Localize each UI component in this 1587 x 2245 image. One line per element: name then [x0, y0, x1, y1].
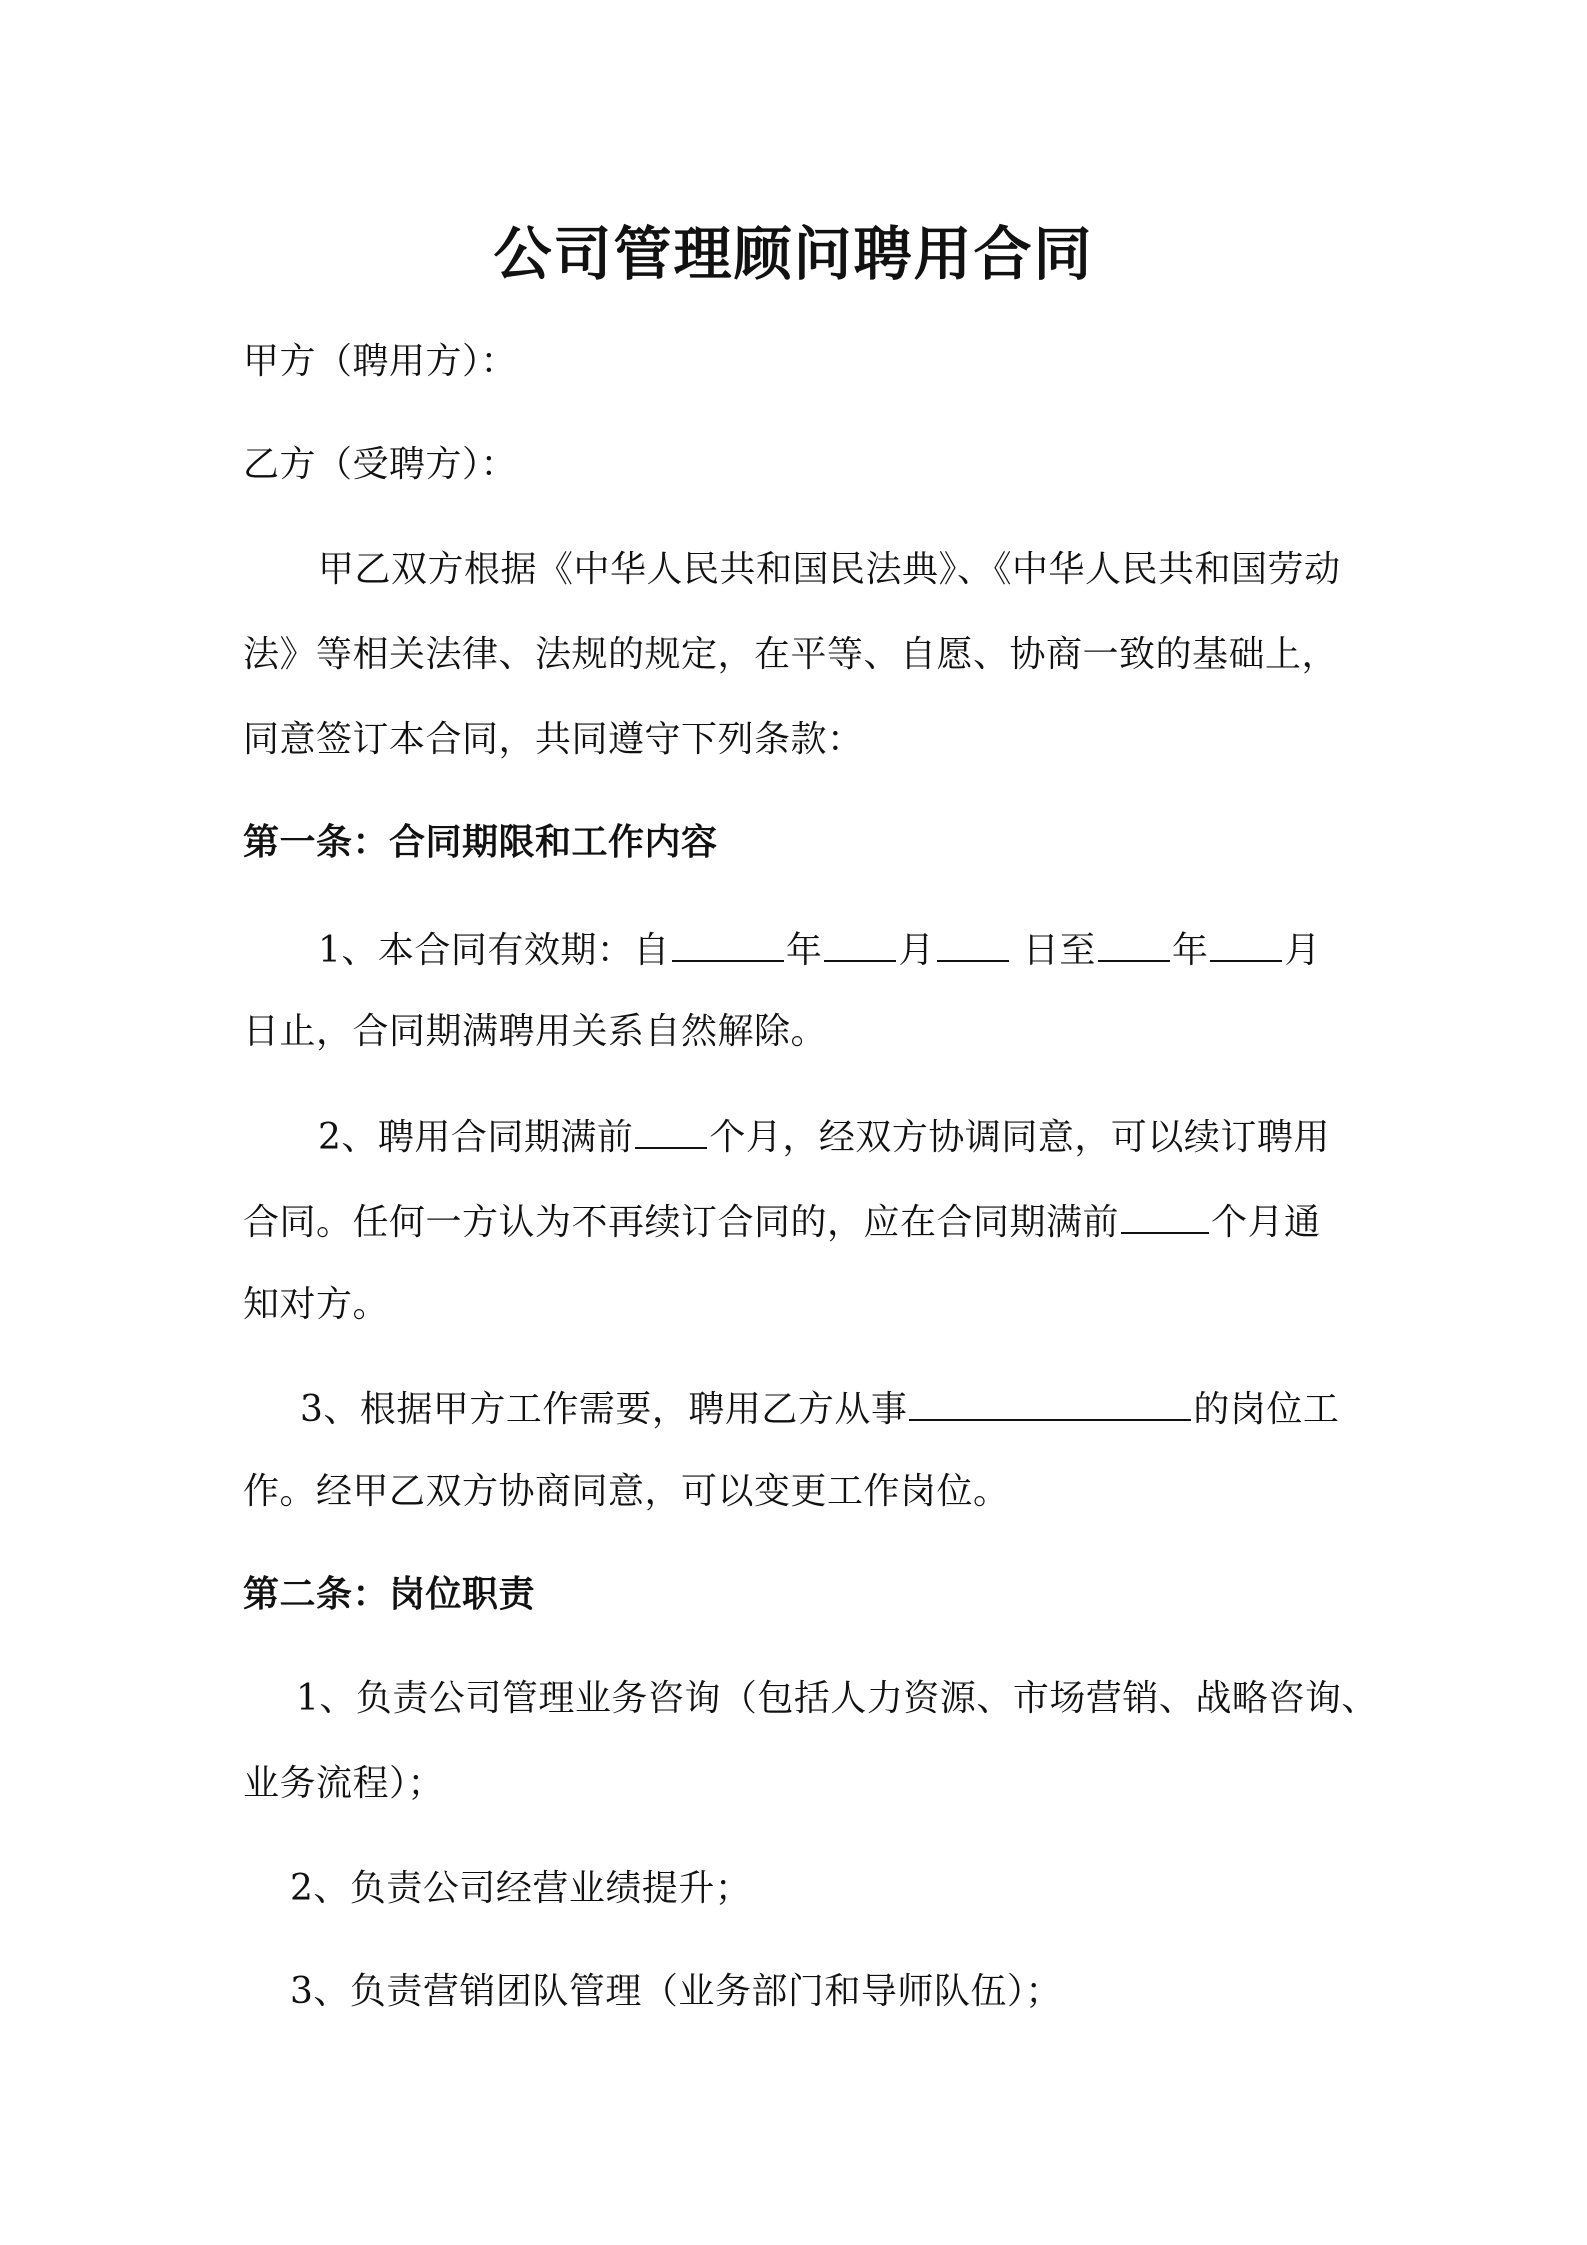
article-1-item-2-line-2: [243, 1198, 1321, 1245]
article-1-item-2-line-3: 知对方。: [243, 1284, 390, 1325]
article-1-item-1-line-2: 日止，合同期满聘用关系自然解除。: [243, 1011, 828, 1052]
text-segment: 合同。任何一方认为不再续订合同的，应在合同期满前: [243, 1202, 1120, 1243]
blank-year-end[interactable]: [1098, 926, 1170, 962]
text-segment: 1、本合同有效期：自: [318, 930, 670, 971]
preamble-line-3: 同意签订本合同，共同遵守下列条款：: [243, 719, 864, 760]
text-segment: 年: [1171, 930, 1209, 971]
blank-year-start[interactable]: [672, 926, 784, 962]
preamble-line-2: 法》等相关法律、法规的规定，在平等、自愿、协商一致的基础上，: [243, 634, 1339, 675]
text-segment: 年: [785, 930, 823, 971]
text-segment: 个月通: [1211, 1202, 1321, 1243]
text-segment: 月: [1284, 930, 1321, 971]
text-segment: 的岗位工: [1193, 1389, 1340, 1430]
article-2-item-1-line-2: 业务流程）；: [243, 1763, 445, 1804]
blank-month-start[interactable]: [824, 926, 896, 962]
text-segment: 3、根据甲方工作需要，聘用乙方从事: [300, 1389, 908, 1430]
blank-notice-months[interactable]: [1121, 1198, 1209, 1234]
blank-month-end[interactable]: [1210, 926, 1282, 962]
article-2-item-1-line-1: 1、负责公司管理业务咨询（包括人力资源、市场营销、战略咨询、: [296, 1678, 1378, 1719]
article-2-heading: 第二条：岗位职责: [243, 1573, 536, 1615]
text-segment: 2、聘用合同期满前: [318, 1117, 634, 1158]
preamble-line-1: 甲乙双方根据《中华人民共和国民法典》、《中华人民共和国劳动: [318, 549, 1341, 590]
text-segment: 日至: [1010, 930, 1096, 971]
article-1-item-3-line-2: 作。经甲乙双方协商同意，可以变更工作岗位。: [243, 1471, 1010, 1512]
article-2-item-2: 2、负责公司经营业绩提升；: [290, 1868, 752, 1909]
text-segment: 个月，经双方协调同意，可以续订聘用: [709, 1117, 1330, 1158]
article-1-item-1-line-1: [318, 926, 1321, 973]
text-segment: 月: [898, 930, 935, 971]
article-1-item-2-line-1: [318, 1113, 1330, 1160]
blank-renewal-months[interactable]: [635, 1113, 707, 1149]
document-title: 公司管理顾问聘用合同: [493, 220, 1094, 288]
party-b-label: 乙方（受聘方）：: [243, 444, 518, 485]
party-a-label: 甲方（聘用方）：: [243, 341, 518, 382]
blank-day-start[interactable]: [937, 926, 1009, 962]
article-1-item-3-line-1: [300, 1385, 1339, 1432]
article-2-item-3: 3、负责营销团队管理（业务部门和导师队伍）；: [290, 1971, 1062, 2012]
article-1-heading: 第一条：合同期限和工作内容: [243, 821, 718, 863]
blank-position[interactable]: [909, 1385, 1191, 1421]
